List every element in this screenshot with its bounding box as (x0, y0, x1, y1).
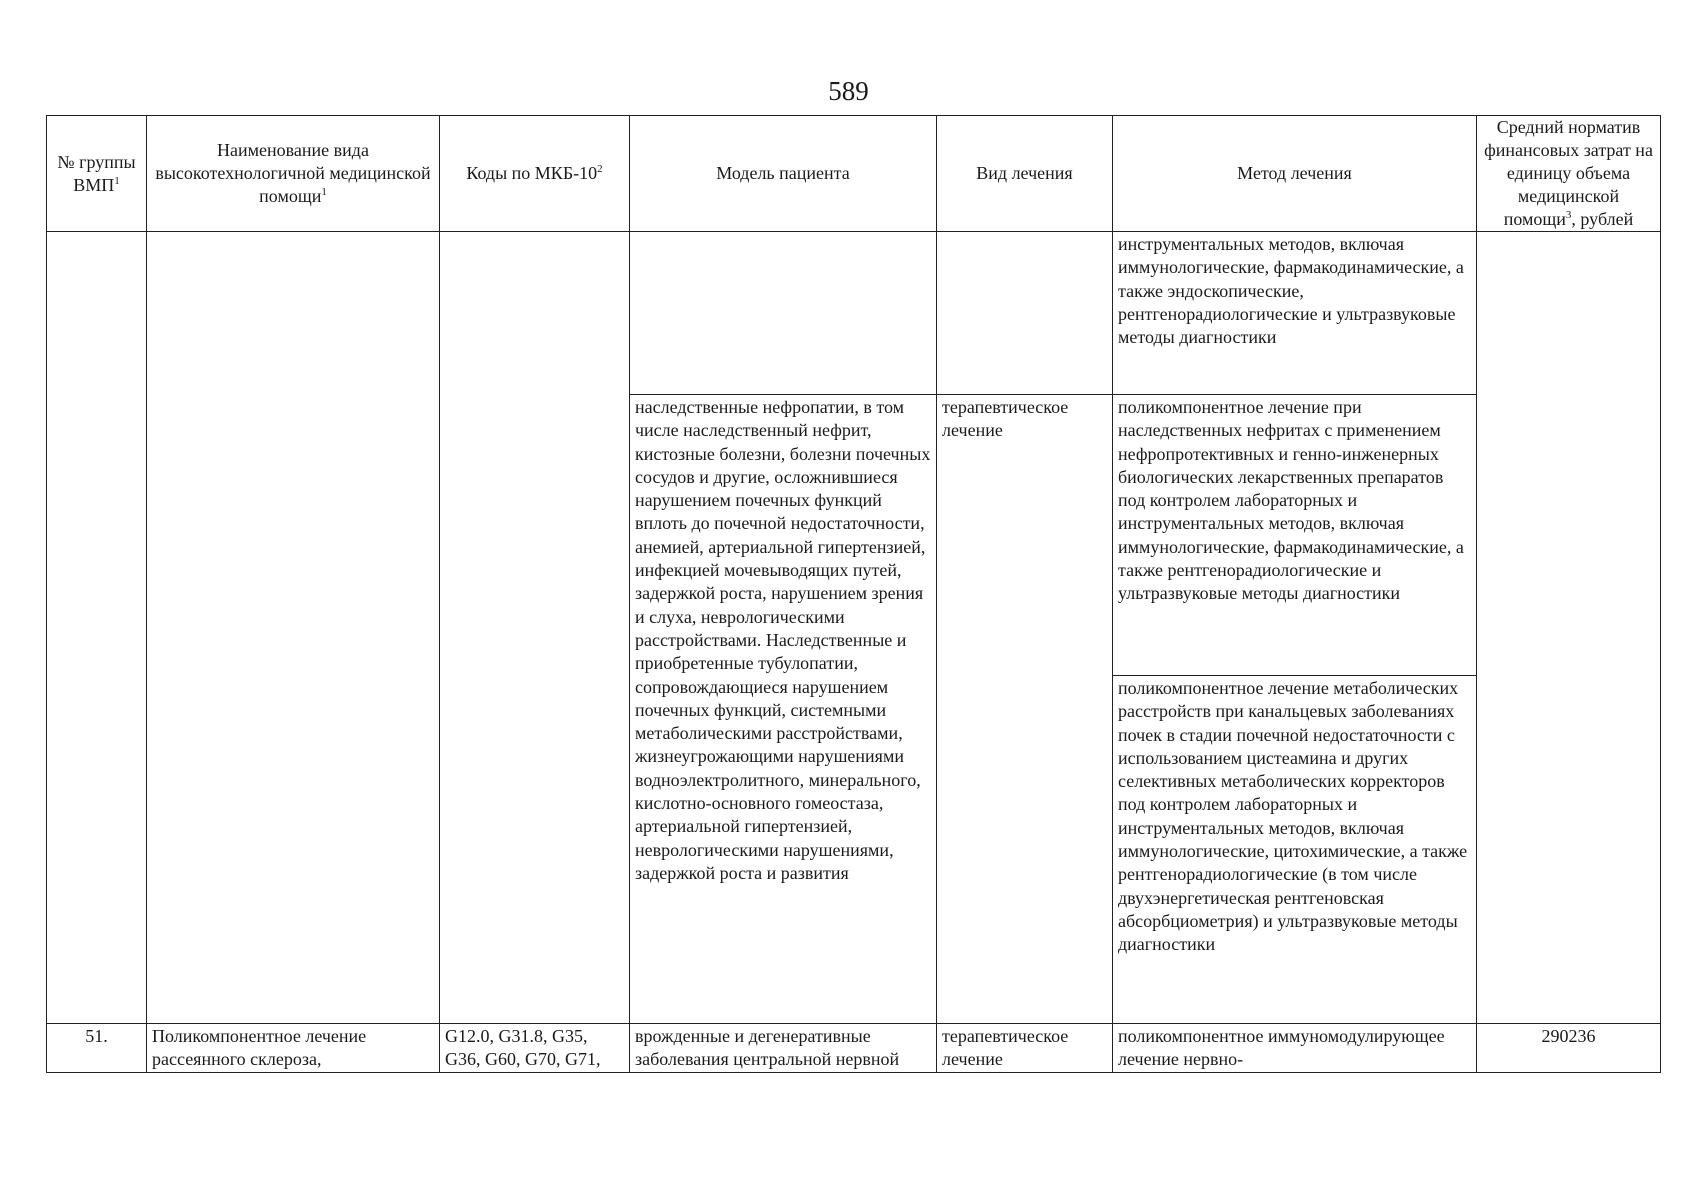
cell-codes-empty (440, 232, 630, 1024)
page-number: 589 (828, 76, 869, 106)
header-model: Модель пациента (630, 116, 937, 232)
cell-method-51: поликомпонентное иммуномодулирующее лечение нервно- (1113, 1024, 1477, 1073)
cell-treatment-therapeutic: терапевтическое лечение (937, 395, 1113, 1024)
cell-treatment-empty (937, 232, 1113, 395)
table-header-row (47, 116, 1661, 232)
header-codes: Коды по МКБ-$10^2$ (440, 116, 630, 232)
cell-group-no-empty (47, 232, 147, 1024)
cell-codes-51: G12.0, G31.8, G35, G36, G60, G70, G71, (440, 1024, 630, 1073)
cell-model-hereditary-nephropathy: наследственные нефропатии, в том числе наследственный нефрит, кистозные болезни, болезни почечных сосудов и другие, осложнившиеся нарушением почечных функций вплоть до почечной недостаточности, анемией, артериальной гипертензией, инфекцией мочевыводящих путей, задержкой роста, нарушением зрения и слуха, неврологическими расстройствами. Наследственные и приобретенные тубулопатии, сопровождающиеся нарушением почечных функций, системными метаболическими расстройствами, жизнеугрожающими нарушениями водноэлектролитного, минерального, кислотно-основного гомеостаза, артериальной гипертензией, неврологическими нарушениями, задержкой роста и развития (630, 395, 937, 1024)
header-method: Метод лечения (1113, 116, 1477, 232)
header-cost: Средний норматив финансовых затрат на единицу объема медицинской помощи$^3$, рублей (1477, 116, 1661, 232)
cell-method-nephritis: поликомпонентное лечение при наследственных нефритах с применением нефропротективных и генно-инженерных биологических лекарственных препаратов под контролем лабораторных и инструментальных методов, включая иммунологические, фармакодинамические, а также рентгенорадиологические и ультразвуковые методы диагностики (1113, 395, 1477, 676)
cell-treatment-51: терапевтическое лечение (937, 1024, 1113, 1073)
header-treatment-type: Вид лечения (937, 116, 1113, 232)
cell-name-empty (147, 232, 440, 1024)
cell-method-continued: инструментальных методов, включая иммунологические, фармакодинамические, а также эндоскопические, рентгенорадиологические и ультразвуковые методы диагностики (1113, 232, 1477, 395)
cell-method-metabolic: поликомпонентное лечение метаболических расстройств при канальцевых заболеваниях почек в стадии почечной недостаточности с использованием цистеамина и других селективных метаболических корректоров под контролем лабораторных и инструментальных методов, включая иммунологические, цитохимические, а также рентгенорадиологические (в том числе двухэнергетическая рентгеновская абсорбциометрия) и ультразвуковые методы диагностики (1113, 676, 1477, 1024)
cell-model-51: врожденные и дегенеративные заболевания центральной нервной (630, 1024, 937, 1073)
table-row (47, 232, 1661, 395)
header-name: Наименование вида высокотехнологичной медицинской помощи$^1$ (147, 116, 440, 232)
vmp-table (46, 115, 1661, 1073)
cell-model-empty (630, 232, 937, 395)
cell-group-no-51: 51. (47, 1024, 147, 1073)
table-row-51 (47, 1024, 1661, 1073)
cell-name-51: Поликомпонентное лечение рассеянного склероза, (147, 1024, 440, 1073)
cell-cost-51: 290236 (1477, 1024, 1661, 1073)
cell-cost-empty (1477, 232, 1661, 1024)
header-group-no: № группы ВМП$^1$ (47, 116, 147, 232)
